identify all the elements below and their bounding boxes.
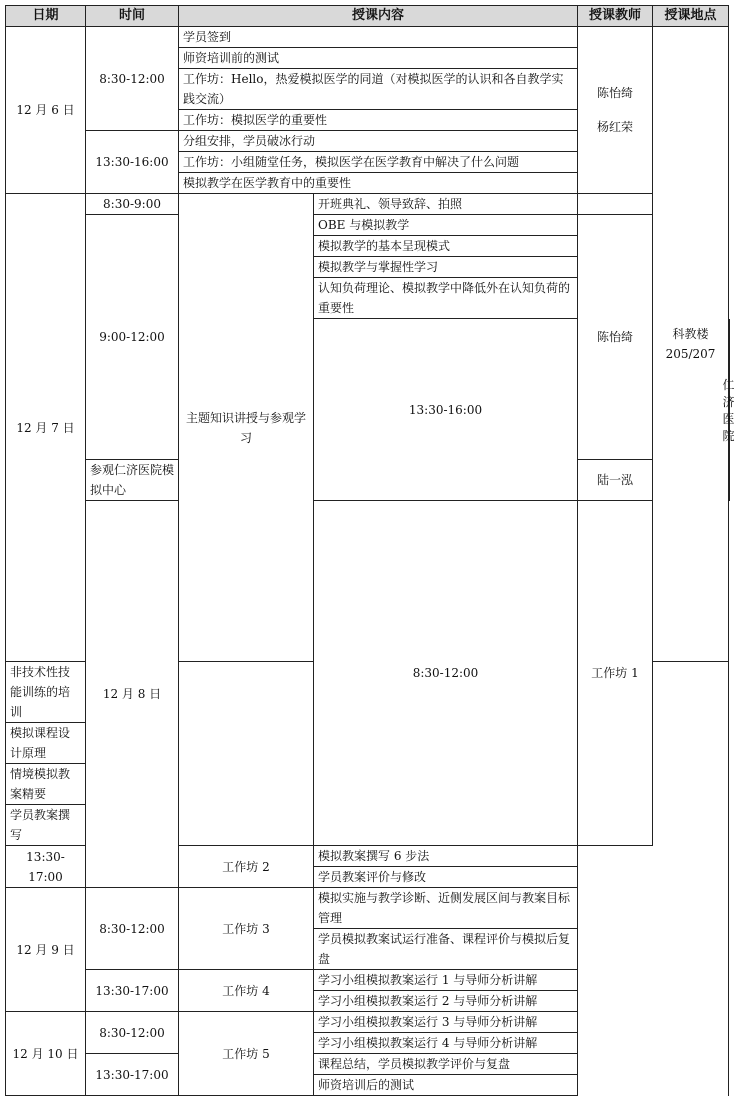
time-cell: 8:30-12:00 (314, 501, 578, 846)
content-cell: 分组安排，学员破冰行动 (179, 131, 578, 152)
table-row (6, 970, 729, 991)
content-cell: 学习小组模拟教案运行 4 与导师分析讲解 (314, 1033, 578, 1054)
content-cell: 师资培训前的测试 (179, 48, 578, 69)
teacher-cell: 陆一泓 (578, 460, 653, 501)
content-cell: 模拟实施与教学诊断、近侧发展区间与教案目标管理 (314, 888, 578, 929)
header-time: 时间 (86, 6, 179, 27)
table-row (6, 27, 729, 48)
content-cell: 课程总结，学员模拟教学评价与复盘 (314, 1054, 578, 1075)
content-cell: 模拟教学的基本呈现模式 (314, 236, 578, 257)
date-cell: 12 月 8 日 (86, 501, 179, 888)
time-cell: 13:30-16:00 (86, 131, 179, 194)
content-cell: 参观仁济医院模拟中心 (86, 460, 179, 501)
content-cell: 学员教案撰写 (6, 805, 86, 846)
date-cell: 12 月 10 日 (6, 1012, 86, 1096)
table-row (6, 194, 729, 215)
content-cell: 工作坊：Hello，热爱模拟医学的同道（对模拟医学的认识和各自教学实践交流） (179, 69, 578, 110)
teacher-name: 陈怡绮 (597, 86, 634, 100)
header-row (6, 6, 729, 27)
content-cell: 师资培训后的测试 (314, 1075, 578, 1096)
content-cell: 学员签到 (179, 27, 578, 48)
content-cell: 工作坊：模拟医学的重要性 (179, 110, 578, 131)
time-cell: 8:30-12:00 (86, 1012, 179, 1054)
content-cell: 学习小组模拟教案运行 3 与导师分析讲解 (314, 1012, 578, 1033)
teacher-cell (578, 27, 653, 194)
content-cell: 认知负荷理论、模拟教学中降低外在认知负荷的重要性 (314, 278, 578, 319)
content-cell: 学员模拟教案试运行准备、课程评价与模拟后复盘 (314, 929, 578, 970)
content-cell: 情境模拟教案精要 (6, 764, 86, 805)
workshop-cell: 工作坊 1 (578, 501, 653, 846)
teacher-name: 杨红荣 (597, 120, 634, 134)
content-cell: 学习小组模拟教案运行 1 与导师分析讲解 (314, 970, 578, 991)
time-cell: 8:30-12:00 (86, 27, 179, 131)
location-text: 仁济医院 (722, 377, 735, 443)
header-content: 授课内容 (179, 6, 578, 27)
time-cell: 13:30-17:00 (86, 1054, 179, 1096)
header-date: 日期 (6, 6, 86, 27)
table-row (6, 1012, 729, 1033)
table-row (6, 1054, 729, 1075)
time-cell: 13:30-17:00 (6, 846, 86, 888)
content-cell: OBE 与模拟教学 (314, 215, 578, 236)
content-cell: 模拟教案撰写 6 步法 (314, 846, 578, 867)
time-cell: 9:00-12:00 (86, 215, 179, 460)
time-cell: 8:30-12:00 (86, 888, 179, 970)
date-cell: 12 月 9 日 (6, 888, 86, 1012)
content-cell: 工作坊：小组随堂任务，模拟医学在医学教育中解决了什么问题 (179, 152, 578, 173)
content-cell: 模拟课程设计原理 (6, 723, 86, 764)
topic-cell: 主题知识讲授与参观学习 (179, 194, 314, 662)
training-schedule-table (5, 5, 729, 1096)
table-row (6, 501, 729, 662)
location-cell-renji (722, 319, 735, 501)
content-cell: 模拟教学在医学教育中的重要性 (179, 173, 578, 194)
time-cell: 13:30-16:00 (314, 319, 578, 501)
location-cell: 科教楼 205/207 (653, 27, 729, 662)
content-cell: 非技术性技能训练的培训 (6, 662, 86, 723)
content-cell: 开班典礼、领导致辞、拍照 (314, 194, 578, 215)
workshop-cell: 工作坊 4 (179, 970, 314, 1012)
date-cell: 12 月 6 日 (6, 27, 86, 194)
content-cell: 学习小组模拟教案运行 2 与导师分析讲解 (314, 991, 578, 1012)
content-cell: 学员教案评价与修改 (314, 867, 578, 888)
workshop-cell: 工作坊 5 (179, 1012, 314, 1096)
teacher-cell: 陈怡绮 (578, 215, 653, 460)
header-location: 授课地点 (653, 6, 729, 27)
header-teacher: 授课教师 (578, 6, 653, 27)
time-cell: 8:30-9:00 (86, 194, 179, 215)
date-cell: 12 月 7 日 (6, 194, 86, 662)
time-cell: 13:30-17:00 (86, 970, 179, 1012)
content-cell: 模拟教学与掌握性学习 (314, 257, 578, 278)
workshop-cell: 工作坊 3 (179, 888, 314, 970)
table-row (6, 215, 729, 236)
workshop-cell: 工作坊 2 (179, 846, 314, 888)
